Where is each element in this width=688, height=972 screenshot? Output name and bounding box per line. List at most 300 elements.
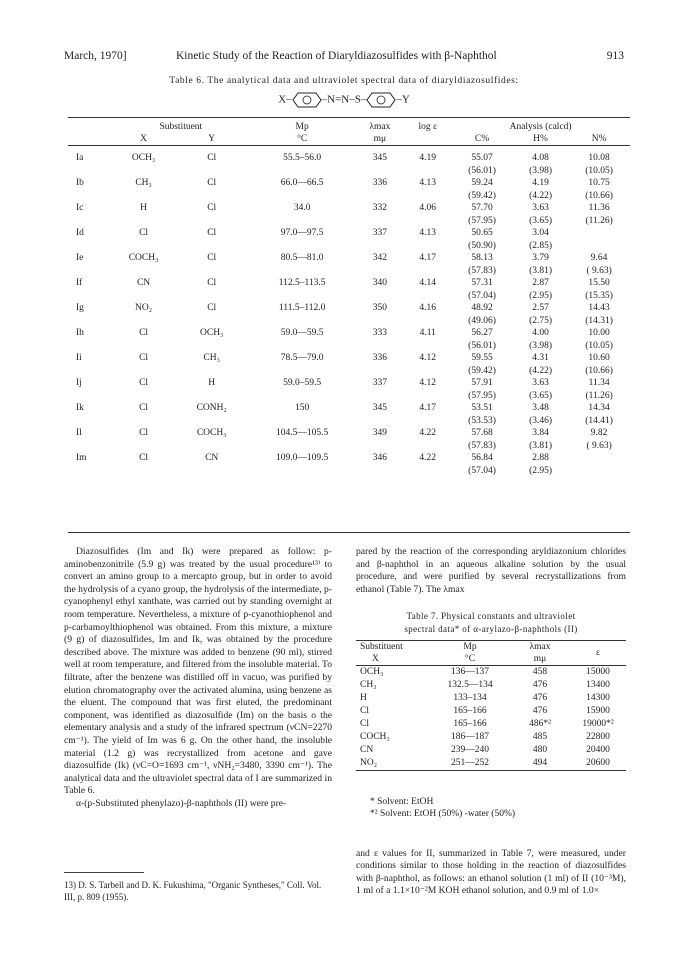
table-cell-mp [249,227,355,252]
formula-x: X– [278,93,292,106]
cell-calcd-value: (4.22) [529,190,553,201]
table-row [356,718,626,731]
table-row [68,302,630,327]
cell-value: 9.64 [590,253,608,263]
cell-value: 112.5–113.5 [278,278,326,288]
cell-value: 104.5—105.5 [276,428,329,438]
t7-th-substituent: Substituent [360,642,403,652]
table-cell-loge [404,452,451,477]
table-cell-mp [249,302,355,327]
table7-title-line2: spectral data* of α-arylazo-β-naphthols (II) [404,624,578,634]
cell-calcd-value: (3.98) [529,165,553,176]
table-cell-y [174,452,249,477]
cell-value: 15.50 [588,278,610,288]
cell-value: Cl [139,378,149,388]
table-cell-eps: 14300 [586,693,610,703]
table-cell-y [174,377,249,402]
table-cell-y [174,302,249,327]
cell-calcd-value: (3.65) [529,390,553,401]
formula-mid: –N=N–S– [321,93,367,106]
t7-th-lmax: λmax [529,642,551,652]
table-cell-c [451,352,513,377]
cell-value: OCH₃ [131,153,156,163]
table-cell-c [451,227,513,252]
table-cell-n [568,377,630,402]
table-cell-h [513,377,568,402]
cell-value: 57.91 [471,378,493,388]
table-cell-eps: 15000 [586,667,610,677]
table-cell-id [68,402,113,427]
table-cell-eps: 20600 [586,758,610,768]
cell-calcd-value: (57.83) [468,265,496,276]
table-cell-id [68,277,113,302]
table-cell-loge [404,352,451,377]
table-cell-lmax [355,377,404,402]
paragraph: α-(p-Substituted phenylazo)-β-naphthols (II) were pre- [76,797,287,809]
cell-calcd-value: (14.31) [585,315,613,326]
right-column-text-lower [356,838,626,908]
table-cell-id [68,302,113,327]
cell-value: 4.12 [419,378,437,388]
table-cell-h [513,427,568,452]
left-column-text [64,546,332,810]
cell-calcd-value: (10.66) [585,190,613,201]
table-cell-loge [404,377,451,402]
table-cell-x [113,252,175,277]
cell-value: Cl [207,278,217,288]
table-cell-lmax [355,327,404,352]
table-cell-lmax: 458 [532,667,548,677]
table-cell-x [113,352,175,377]
cell-value: 66.0—66.5 [280,178,324,188]
cell-value: 2.88 [532,453,549,463]
table-cell-lmax: 476 [532,680,548,690]
cell-value: 3.04 [532,228,549,238]
table7-title [356,610,626,636]
cell-calcd-value: (14.41) [585,415,613,426]
table-cell-mp: 165–166 [453,719,487,729]
cell-value: 14.43 [588,303,610,313]
table-cell-eps: 20400 [586,745,610,755]
cell-value: 10.75 [588,178,610,188]
paragraph: pared by the reaction of the corresponding aryldiazonium chlorides and β-naphthol in an aqueous alkaline solution by the usual procedure, and were purified by several recrystallizations from ethanol (Table 7). The λmax [356,546,626,595]
table-cell-c [451,377,513,402]
table6 [68,121,630,477]
th-c: C% [474,134,490,144]
table-cell-mp: 136—137 [451,667,489,677]
th-mp: Mp [295,122,309,132]
table-cell-n [568,452,630,477]
table-cell-x [113,427,175,452]
table-cell-lmax [355,302,404,327]
table-cell-y [174,177,249,202]
cell-value: 57.68 [471,428,493,438]
table-cell-mp [249,177,355,202]
table-cell-x: CH₃ [360,680,377,690]
table-cell-id [68,152,113,177]
table-cell-n [568,427,630,452]
table-cell-x [113,452,175,477]
cell-calcd-value: (10.05) [585,165,613,176]
cell-value: Cl [139,228,149,238]
cell-value: 55.07 [471,153,493,163]
table-cell-lmax [355,152,404,177]
cell-value: 3.79 [532,253,549,263]
cell-value: Ie [76,253,84,263]
table-cell-x [113,377,175,402]
cell-calcd-value: ( 9.63) [586,440,612,451]
table6-formula [0,92,688,108]
cell-calcd-value: (59.42) [468,365,496,376]
cell-value: CH₃ [135,178,152,188]
table-cell-h [513,152,568,177]
table-row [68,202,630,227]
cell-value: 4.06 [419,203,437,213]
cell-calcd-value: (53.53) [468,415,496,426]
table-cell-h [513,402,568,427]
table-cell-lmax: 494 [532,758,548,768]
table-cell-x: NO₂ [360,758,378,768]
th-substituent: Substituent [159,122,203,132]
table-cell-mp: 165–166 [453,706,487,716]
cell-value: Cl [207,303,217,313]
table-cell-mp: 133–134 [453,693,487,703]
cell-value: Cl [207,153,217,163]
cell-calcd-value: (3.98) [529,340,553,351]
table-cell-h [513,352,568,377]
table-row [356,692,626,705]
cell-value: Ii [76,353,82,363]
cell-value: COCH₃ [196,428,227,438]
table-cell-mp [249,452,355,477]
table-cell-h [513,327,568,352]
table-cell-x [113,227,175,252]
table-cell-n [568,177,630,202]
cell-value: Ij [76,378,82,388]
cell-value: 345 [372,153,387,163]
cell-calcd-value: (4.22) [529,365,553,376]
cell-value: 3.63 [532,378,549,388]
table-cell-y [174,327,249,352]
right-column-text [356,546,626,596]
table-cell-eps: 19000*² [582,719,614,729]
table-cell-loge [404,252,451,277]
table-cell-id [68,252,113,277]
table-row [68,152,630,177]
cell-value: 4.08 [532,153,549,163]
cell-calcd-value: (11.26) [585,390,613,401]
cell-value: 3.48 [532,403,549,413]
cell-value: 350 [372,303,387,313]
cell-value: 59.0–59.5 [283,378,322,388]
cell-calcd-value: (10.66) [585,365,613,376]
table-cell-mp [249,277,355,302]
table-row [68,427,630,452]
table-cell-lmax [355,202,404,227]
cell-value: Ia [76,153,84,163]
cell-value: Cl [139,328,149,338]
th-loge: log ε [418,122,437,132]
cell-calcd-value: (57.83) [468,440,496,451]
cell-value: Ib [76,178,84,188]
cell-value: Cl [139,453,149,463]
cell-value: 34.0 [293,203,311,213]
table-row [356,679,626,692]
table-cell-loge [404,327,451,352]
cell-value: Cl [139,428,149,438]
cell-value: 10.60 [588,353,610,363]
cell-calcd-value: (56.01) [468,165,496,176]
cell-value: 14.34 [588,403,610,413]
cell-value: Cl [207,228,217,238]
cell-value: 78.5—79.0 [280,353,324,363]
cell-value: 4.14 [419,278,437,288]
table-cell-y [174,227,249,252]
table-cell-id [68,352,113,377]
table-cell-loge [404,177,451,202]
table-cell-id [68,177,113,202]
cell-calcd-value: (2.75) [529,315,553,326]
cell-value: 4.19 [419,153,437,163]
cell-value: 55.5–56.0 [283,153,322,163]
cell-value: 2.87 [532,278,549,288]
table-cell-lmax [355,277,404,302]
table-cell-x [113,202,175,227]
table-cell-c [451,427,513,452]
cell-value: 342 [372,253,387,263]
cell-calcd-value: (50.90) [468,240,496,251]
table7-title-line1: Table 7. Physical constants and ultraviolet [406,611,576,621]
cell-value: 111.5–112.0 [278,303,326,313]
table-row [356,731,626,744]
table-cell-lmax: 476 [532,693,548,703]
cell-value: H [140,203,147,213]
cell-value: 2.57 [532,303,549,313]
table-cell-c [451,202,513,227]
table-cell-x: CN [360,745,374,755]
table-cell-x: OCH₃ [360,667,384,677]
table-cell-n [568,202,630,227]
t7-th-eps: ε [596,648,600,658]
cell-value: 333 [372,328,387,338]
table-cell-y [174,202,249,227]
table-cell-mp: 132.5—134 [447,680,493,690]
cell-calcd-value: (2.85) [529,240,553,251]
table-cell-mp [249,152,355,177]
t7-th-mp-unit: °C [464,654,476,664]
table-row [68,252,630,277]
th-lmax: λmax [369,122,391,132]
table-row [356,666,626,680]
cell-value: Ih [76,328,84,338]
footnote [64,872,332,903]
cell-value: 349 [372,428,387,438]
table-cell-x: Cl [360,706,369,716]
cell-value: NO₂ [135,303,153,313]
table-cell-mp [249,327,355,352]
cell-value: 3.63 [532,203,549,213]
cell-value: If [76,278,83,288]
cell-value: 10.00 [588,328,610,338]
table-cell-loge [404,277,451,302]
table-cell-x [113,327,175,352]
table-cell-x [113,277,175,302]
cell-value: 11.34 [588,378,610,388]
table-cell-mp: 186—187 [451,732,489,742]
table-cell-lmax: 485 [532,732,548,742]
table-row [68,352,630,377]
table-cell-id [68,227,113,252]
table-cell-c [451,152,513,177]
table-cell-y [174,352,249,377]
t7-th-lmax-unit: mμ [533,654,547,664]
table7-note: *² Solvent: EtOH (50%) -water (50%) [370,809,516,819]
cell-value: 4.13 [419,178,437,188]
cell-calcd-value: (2.95) [529,290,553,301]
cell-calcd-value: (3.46) [529,415,553,426]
cell-value: 4.17 [419,403,437,413]
cell-value: Il [76,428,82,438]
footnote-text: 13) D. S. Tarbell and D. K. Fukushima, "Organic Syntheses," Coll. Vol. III, p. 809 (1955). [64,880,322,902]
table-cell-id [68,327,113,352]
cell-value: 4.16 [419,303,437,313]
table-cell-n [568,302,630,327]
table-cell-n [568,252,630,277]
cell-value: 337 [372,378,387,388]
table-cell-n [568,227,630,252]
table-cell-y [174,277,249,302]
cell-calcd-value: (59.42) [468,190,496,201]
table-cell-loge [404,402,451,427]
table-cell-mp [249,252,355,277]
table-cell-c [451,277,513,302]
table-cell-c [451,402,513,427]
th-n: N% [591,134,607,144]
header-title: Kinetic Study of the Reaction of Diaryldiazosulfides with β-Naphthol [176,50,497,62]
table-cell-x [113,302,175,327]
benzene-ring-icon [366,92,396,108]
cell-value: 336 [372,178,387,188]
table-cell-y [174,252,249,277]
paragraph: and ε values for II, summarized in Table 7, were measured, under conditions similar to those holding in the reaction of diazosulfides with β-naphthol, as follows: an ethanol solution (1 ml) of II (10⁻³M), 1 ml of a 1.1×10⁻²M KOH ethanol solution, and 0.9 ml of 1.0× [356,847,626,897]
cell-value: Cl [207,178,217,188]
cell-value: 11.36 [588,203,610,213]
t7-th-x: X [372,654,379,664]
table-cell-loge [404,152,451,177]
table-cell-mp [249,402,355,427]
table-row [68,452,630,477]
th-lmax-unit: mμ [373,134,387,144]
table-cell-id [68,202,113,227]
table-cell-h [513,227,568,252]
cell-calcd-value: (3.81) [529,440,553,451]
table-cell-x: COCH₃ [360,732,390,742]
cell-value: 3.84 [532,428,549,438]
table-row [68,377,630,402]
table-cell-id [68,452,113,477]
cell-value: CN [136,278,151,288]
cell-value: 4.31 [532,353,549,363]
cell-value: CN [205,453,219,463]
table-cell-mp [249,377,355,402]
table7 [356,640,626,771]
cell-value: Cl [139,403,149,413]
table-cell-mp [249,427,355,452]
table6-top-rule [68,117,630,118]
table-cell-id [68,427,113,452]
table-cell-c [451,252,513,277]
table6-bottom-rule [68,532,630,533]
cell-value: 97.0—97.5 [280,228,324,238]
cell-value: Im [76,453,87,463]
cell-value: 337 [372,228,387,238]
table-cell-y [174,402,249,427]
benzene-ring-icon [292,92,322,108]
cell-value: Id [76,228,84,238]
cell-calcd-value: (57.04) [468,465,496,476]
table-cell-c [451,302,513,327]
table-cell-eps: 15900 [586,706,610,716]
cell-value: 59.0—59.5 [280,328,324,338]
cell-calcd-value: (11.26) [585,215,613,226]
table-cell-n [568,402,630,427]
cell-calcd-value: ( 9.63) [586,265,612,276]
cell-value: 4.11 [419,328,436,338]
table-cell-n [568,352,630,377]
cell-value: 48.92 [471,303,493,313]
table-row [356,705,626,718]
cell-calcd-value: (49.06) [468,315,496,326]
cell-calcd-value: (56.01) [468,340,496,351]
cell-value: 4.00 [532,328,549,338]
cell-value: 332 [372,203,387,213]
cell-value: 4.19 [532,178,549,188]
t7-th-mp: Mp [463,642,477,652]
table-cell-c [451,452,513,477]
th-h: H% [533,134,548,144]
cell-value: 9.82 [590,428,608,438]
page-number: 913 [606,50,624,62]
cell-value: Cl [207,203,217,213]
cell-value: 57.31 [471,278,493,288]
cell-value: 346 [372,453,387,463]
table-cell-mp: 239—240 [451,745,489,755]
cell-value: 80.5—81.0 [280,253,324,263]
cell-value: Ik [76,403,84,413]
table-cell-n [568,152,630,177]
table-cell-h [513,202,568,227]
cell-calcd-value: (57.04) [468,290,496,301]
table-cell-h [513,302,568,327]
table7-notes [370,796,515,820]
table-cell-x [113,402,175,427]
cell-value: H [208,378,216,388]
cell-value: 340 [372,278,387,288]
cell-value: 109.0—109.5 [276,453,329,463]
cell-calcd-value: (57.95) [468,215,496,226]
cell-calcd-value: (3.65) [529,215,553,226]
table-cell-y [174,427,249,452]
cell-value: 59.55 [471,353,493,363]
cell-value: 56.27 [471,328,493,338]
cell-value: 59.24 [471,178,493,188]
cell-value: CH₃ [203,353,220,363]
table-row [68,277,630,302]
cell-value: 50.65 [471,228,493,238]
table-cell-lmax [355,252,404,277]
cell-value: 4.13 [419,228,437,238]
cell-value: 4.12 [419,353,437,363]
